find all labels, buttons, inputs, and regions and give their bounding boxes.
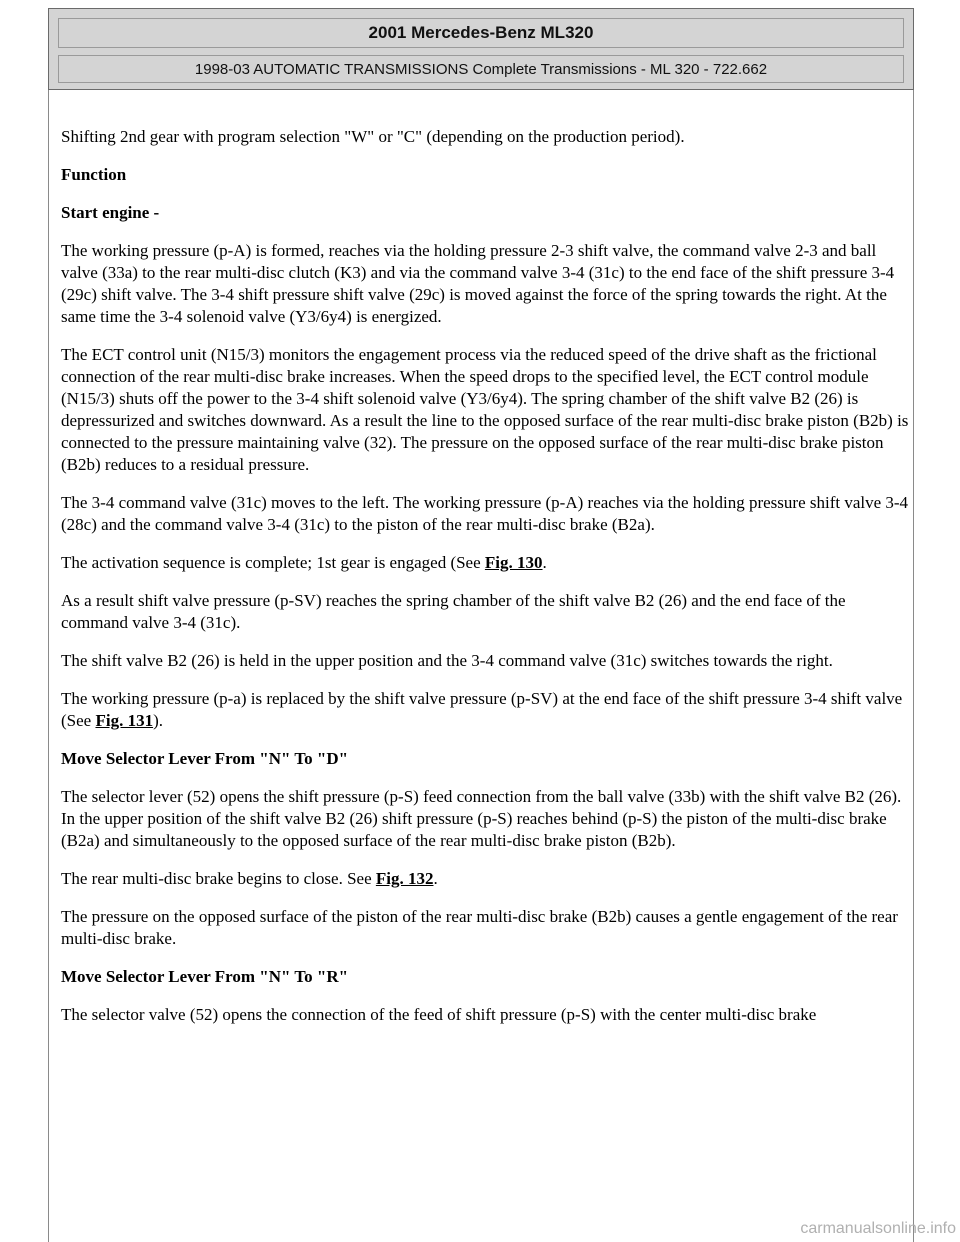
paragraph-text: The activation sequence is complete; 1st gear is engaged (See [61, 553, 485, 572]
paragraph-text: The rear multi-disc brake begins to close. See [61, 869, 376, 888]
document-header [48, 8, 914, 90]
header-subtitle: 1998-03 AUTOMATIC TRANSMISSIONS Complete Transmissions - ML 320 - 722.662 [58, 55, 904, 83]
paragraph-text: . [433, 869, 438, 888]
fig-130-link[interactable]: Fig. 130 [484, 553, 543, 572]
paragraph: The ECT control unit (N15/3) monitors the engagement process via the reduced speed of the drive shaft as the frictional connection of the rear multi-disc brake increases. When the speed drops to the specified level, the ECT control module (N15/3) shuts off the power to the 3-4 shift solenoid valve (Y3/6y4). The spring chamber of the shift valve B2 (26) is depressurized and switches downward. As a result the line to the opposed surface of the rear multi-disc brake piston (B2b) is connected to the pressure maintaining valve (32). The pressure on the opposed surface of the rear multi-disc brake piston (B2b) reduces to a residual pressure. [61, 345, 909, 474]
fig-131-link[interactable]: Fig. 131 [95, 711, 154, 730]
paragraph: The selector valve (52) opens the connection of the feed of shift pressure (p-S) with the center multi-disc brake [61, 1005, 817, 1024]
paragraph: The selector lever (52) opens the shift pressure (p-S) feed connection from the ball valve (33b) with the shift valve B2 (26). In the upper position of the shift valve B2 (26) shift pressure (p-S) reaches behind (p-S) the piston of the multi-disc brake (B2a) and simultaneously to the opposed surface of the rear multi-disc brake piston (B2b). [61, 787, 902, 850]
paragraph: Shifting 2nd gear with program selection "W" or "C" (depending on the production period). [61, 127, 685, 146]
section-heading-n-to-r: Move Selector Lever From "N" To "R" [61, 967, 349, 986]
paragraph-text: The working pressure (p-a) is replaced by the shift valve pressure (p-SV) at the end face of the shift pressure 3-4 shift valve (See [61, 689, 903, 730]
section-heading-function: Function [61, 165, 127, 184]
fig-132-link[interactable]: Fig. 132 [375, 869, 434, 888]
paragraph [61, 552, 911, 574]
document-body [61, 126, 911, 1042]
paragraph: The working pressure (p-A) is formed, reaches via the holding pressure 2-3 shift valve, the command valve 2-3 and ball valve (33a) to the rear multi-disc clutch (K3) and via the command valve 3-4 (31c) to the end face of the shift pressure 3-4 (29c) shift valve. The 3-4 shift pressure shift valve (29c) is moved against the force of the spring towards the right. At the same time the 3-4 solenoid valve (Y3/6y4) is energized. [61, 241, 895, 326]
paragraph: The 3-4 command valve (31c) moves to the left. The working pressure (p-A) reaches via the holding pressure shift valve 3-4 (28c) and the command valve 3-4 (31c) to the piston of the rear multi-disc brake (B2a). [61, 493, 909, 534]
paragraph [61, 688, 911, 732]
paragraph [61, 868, 911, 890]
paragraph: The shift valve B2 (26) is held in the upper position and the 3-4 command valve (31c) switches towards the right. [61, 651, 833, 670]
section-heading-start-engine: Start engine - [61, 203, 160, 222]
paragraph-text: . [542, 553, 547, 572]
paragraph-text: ). [153, 711, 163, 730]
paragraph: As a result shift valve pressure (p-SV) reaches the spring chamber of the shift valve B2 (26) and the end face of the command valve 3-4 (31c). [61, 591, 846, 632]
paragraph: The pressure on the opposed surface of the piston of the rear multi-disc brake (B2b) causes a gentle engagement of the rear multi-disc brake. [61, 907, 898, 948]
section-heading-n-to-d: Move Selector Lever From "N" To "D" [61, 749, 349, 768]
watermark: carmanualsonline.info [800, 1220, 956, 1237]
header-title: 2001 Mercedes-Benz ML320 [58, 18, 904, 48]
